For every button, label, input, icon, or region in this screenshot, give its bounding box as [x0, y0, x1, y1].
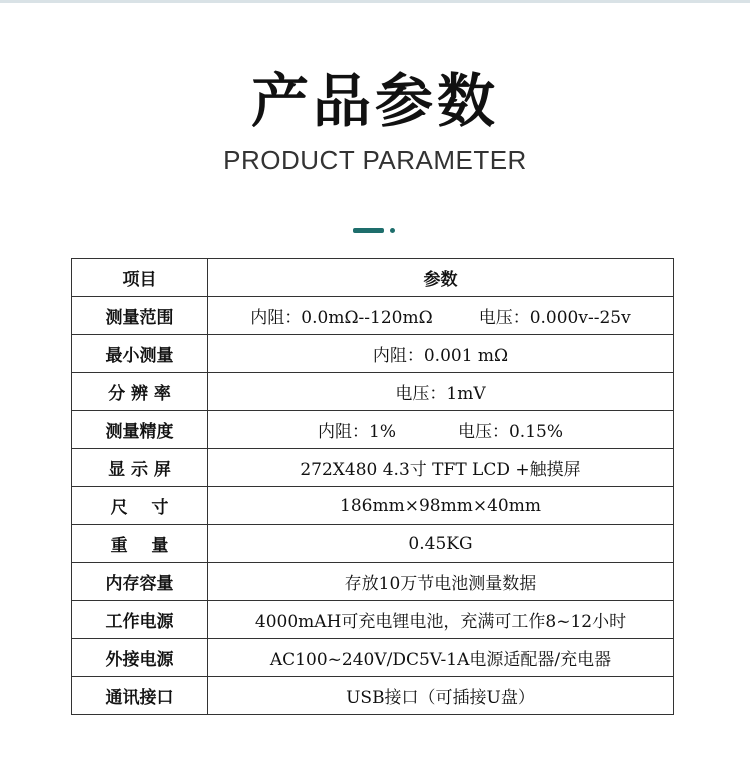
- row-label: 外接电源: [72, 639, 208, 677]
- top-border: [0, 0, 750, 3]
- value-voltage: 电压：0.000v--25v: [478, 308, 631, 328]
- column-header-parameter: 参数: [208, 259, 674, 297]
- table-row: [72, 335, 674, 373]
- value-resistance: 内阻：0.0mΩ--120mΩ: [250, 308, 433, 328]
- row-label: 通讯接口: [72, 677, 208, 715]
- table-row: [72, 449, 674, 487]
- row-value: 电压：1mV: [208, 373, 674, 411]
- page-subtitle: PRODUCT PARAMETER: [223, 145, 527, 175]
- row-label: 显 示 屏: [72, 449, 208, 487]
- row-value: AC100~240V/DC5V-1A电源适配器/充电器: [208, 639, 674, 677]
- row-value: [208, 411, 674, 449]
- table-row: [72, 297, 674, 335]
- row-label: 分 辨 率: [72, 373, 208, 411]
- table-row: [72, 601, 674, 639]
- table-row: [72, 525, 674, 563]
- parameter-table: [71, 258, 674, 715]
- table-header-row: [72, 259, 674, 297]
- table-row: [72, 639, 674, 677]
- row-value: 存放10万节电池测量数据: [208, 563, 674, 601]
- value-resistance: 内阻：1%: [318, 422, 396, 442]
- table-row: [72, 411, 674, 449]
- row-value: 186mm×98mm×40mm: [208, 487, 674, 525]
- row-label: 测量精度: [72, 411, 208, 449]
- table-row: [72, 677, 674, 715]
- table-row: [72, 487, 674, 525]
- row-label: 最小测量: [72, 335, 208, 373]
- table-row: [72, 373, 674, 411]
- row-label: 工作电源: [72, 601, 208, 639]
- row-value: 0.45KG: [208, 525, 674, 563]
- column-header-item: 项目: [72, 259, 208, 297]
- divider-dot: [390, 228, 395, 233]
- value-voltage: 电压：0.15%: [457, 422, 563, 442]
- row-label: 重 量: [72, 525, 208, 563]
- row-value: 内阻：0.001 mΩ: [208, 335, 674, 373]
- row-label: 测量范围: [72, 297, 208, 335]
- row-value: 4000mAH可充电锂电池，充满可工作8~12小时: [208, 601, 674, 639]
- table-row: [72, 563, 674, 601]
- row-label: 内存容量: [72, 563, 208, 601]
- row-value: [208, 297, 674, 335]
- row-value: USB接口（可插接U盘）: [208, 677, 674, 715]
- row-value: 272X480 4.3寸 TFT LCD +触摸屏: [208, 449, 674, 487]
- page-title: 产品参数: [250, 67, 499, 135]
- divider-line: [353, 228, 384, 233]
- row-label: 尺 寸: [72, 487, 208, 525]
